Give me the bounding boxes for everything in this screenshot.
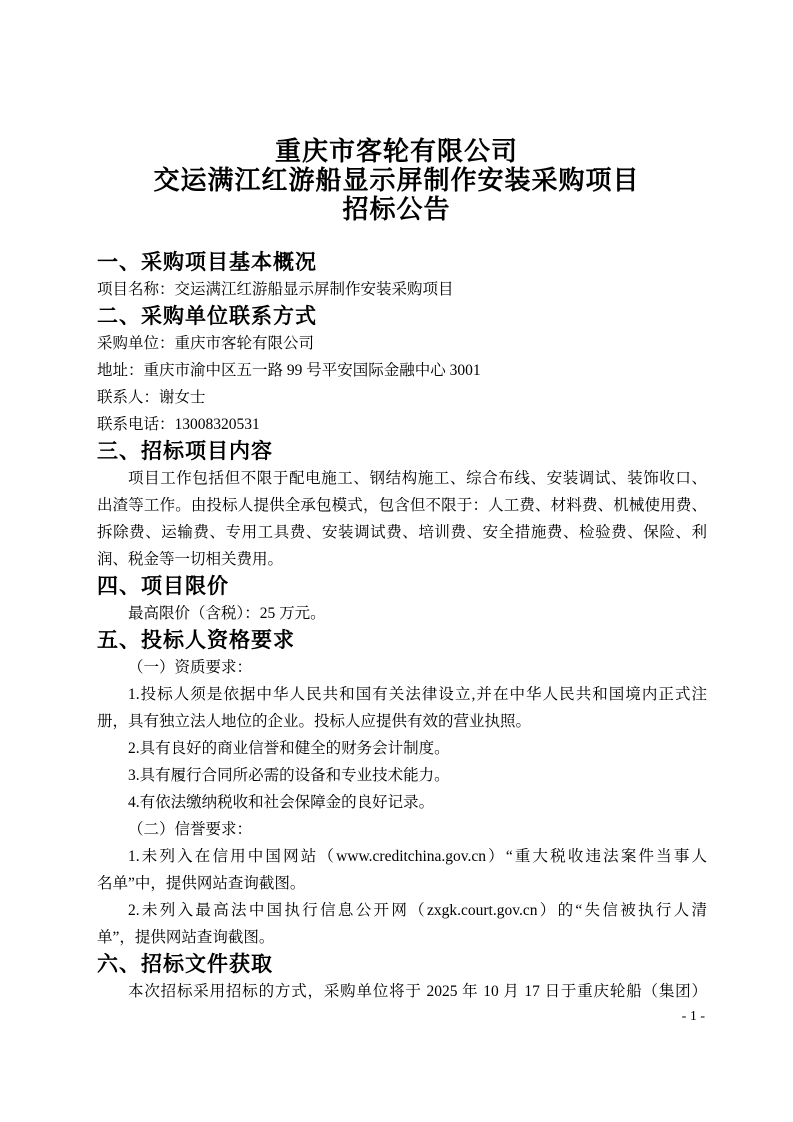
text-line: 名单”中，提供网站查询截图。 xyxy=(97,875,306,892)
section-heading: 一、采购项目基本概况 xyxy=(97,251,317,274)
section-heading: 六、招标文件获取 xyxy=(97,953,273,976)
section-heading: 二、采购单位联系方式 xyxy=(97,305,317,328)
text-line: 本次招标采用招标的方式，采购单位将于 2025 年 10 月 17 日于重庆轮船（集团） xyxy=(128,983,707,1000)
page-number: - 1 - xyxy=(681,1009,705,1024)
paragraph xyxy=(97,816,707,843)
paragraph xyxy=(97,384,707,411)
section-heading: 五、投标人资格要求 xyxy=(97,629,295,652)
text-line: 采购单位：重庆市客轮有限公司 xyxy=(97,335,315,352)
text-line: 3.具有履行合同所必需的设备和专业技术能力。 xyxy=(128,767,450,784)
paragraph xyxy=(97,654,707,681)
section-heading: 三、招标项目内容 xyxy=(97,440,273,463)
paragraph xyxy=(97,330,707,357)
text-line: 1.投标人须是依据中华人民共和国有关法律设立,并在中华人民共和国境内正式注 xyxy=(128,686,707,703)
text-line: 4.有依法缴纳税收和社会保障金的良好记录。 xyxy=(128,794,435,811)
paragraph xyxy=(97,735,707,762)
text-line: 单”，提供网站查询截图。 xyxy=(97,929,275,946)
paragraph xyxy=(97,465,707,573)
paragraph xyxy=(97,978,707,1005)
text-line: 册，具有独立法人地位的企业。投标人应提供有效的营业执照。 xyxy=(97,713,532,730)
text-line: 2.未列入最高法中国执行信息公开网（zxgk.court.gov.cn）的“失信被执行人清 xyxy=(128,902,707,919)
paragraph xyxy=(97,357,707,384)
text-line: 润、税金等一切相关费用。 xyxy=(97,551,284,568)
text-line: 最高限价（含税）：25 万元。 xyxy=(128,605,326,622)
text-line: 出渣等工作。由投标人提供全承包模式，包含但不限于：人工费、材料费、机械使用费、 xyxy=(97,497,707,514)
page-footer xyxy=(682,1008,705,1026)
text-line: （二）信誉要求： xyxy=(128,821,253,838)
paragraph xyxy=(97,276,707,303)
text-line: （一）资质要求： xyxy=(128,659,253,676)
paragraph xyxy=(97,681,707,735)
document-body xyxy=(97,249,707,1005)
text-line: 联系电话：13008320531 xyxy=(97,416,260,433)
text-line: 联系人：谢女士 xyxy=(97,389,206,406)
paragraph xyxy=(97,789,707,816)
document-title xyxy=(0,0,793,224)
text-line: 2.具有良好的商业信誉和健全的财务会计制度。 xyxy=(128,740,450,757)
paragraph xyxy=(97,600,707,627)
paragraph xyxy=(97,843,707,897)
text-line: 项目工作包括但不限于配电施工、钢结构施工、综合布线、安装调试、装饰收口、 xyxy=(128,470,707,487)
paragraph xyxy=(97,897,707,951)
text-line: 1.未列入在信用中国网站（www.creditchina.gov.cn）“重大税收违法案件当事人 xyxy=(128,848,707,865)
paragraph xyxy=(97,762,707,789)
title-line-announcement: 招标公告 xyxy=(342,194,451,224)
text-line: 项目名称：交运满江红游船显示屏制作安装采购项目 xyxy=(97,281,454,298)
text-line: 拆除费、运输费、专用工具费、安装调试费、培训费、安全措施费、检验费、保险、利 xyxy=(97,524,707,541)
title-line-company: 重庆市客轮有限公司 xyxy=(274,136,518,166)
title-line-project: 交运满江红游船显示屏制作安装采购项目 xyxy=(153,165,640,195)
text-line: 地址：重庆市渝中区五一路 99 号平安国际金融中心 3001 xyxy=(97,362,481,379)
paragraph xyxy=(97,411,707,438)
section-heading: 四、项目限价 xyxy=(97,575,229,598)
